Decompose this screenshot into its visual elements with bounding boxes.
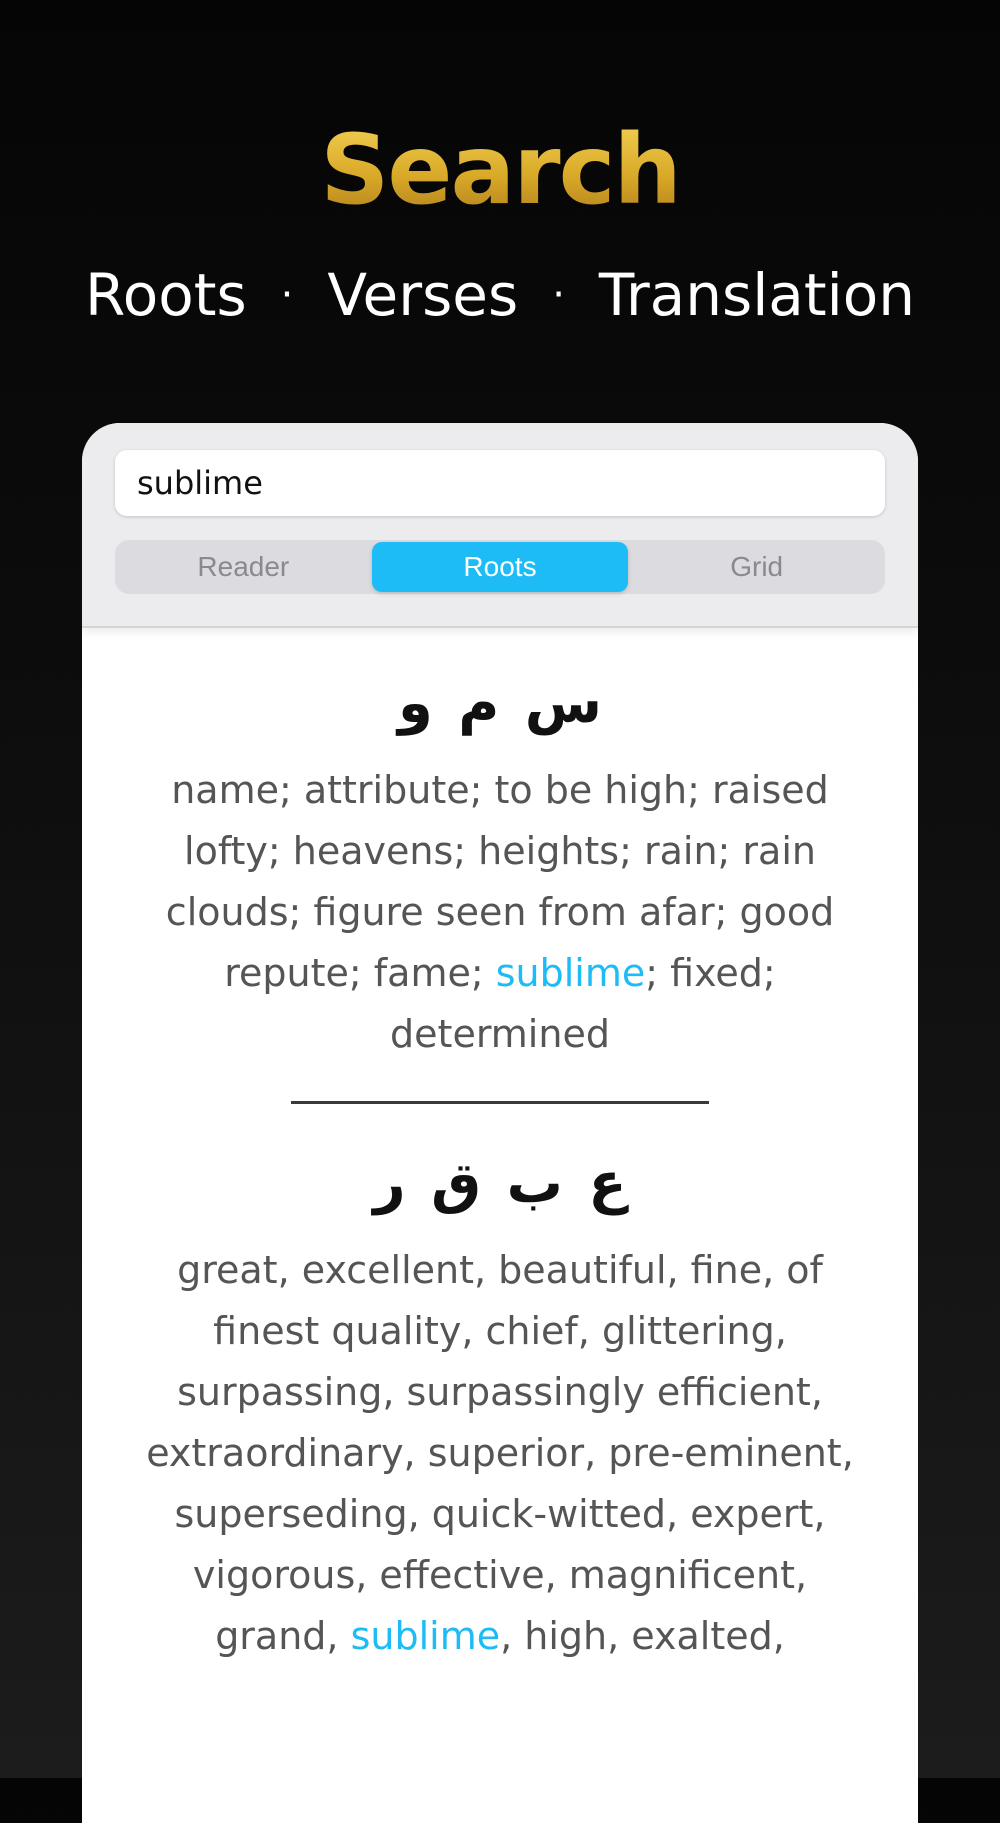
root-arabic: ع ب ق ر [373,1151,627,1216]
result-divider [291,1101,709,1104]
tab-grid[interactable]: Grid [730,551,784,582]
search-match-highlight: sublime [350,1614,501,1658]
root-description [82,1240,918,1667]
tab-roots[interactable]: Roots [372,542,629,592]
app-card [82,423,918,1823]
subtitle-translation: Translation [598,261,915,329]
description-text: ; fixed; determined [390,951,776,1056]
mode-segmented-control [115,540,885,594]
search-input[interactable]: sublime [115,450,885,516]
search-match-highlight: sublime [495,951,646,995]
subtitle-roots: Roots [85,261,247,329]
description-text: name; attribute; to be high; raised lofty; heavens; heights; rain; rain clouds; figure seen from afar; good repute; fame; [165,768,835,995]
result-item[interactable] [82,1144,918,1667]
hero-subtitle [0,255,1000,335]
result-item[interactable] [82,628,918,1065]
description-text: great, excellent, beautiful, fine, of finest quality, chief, glittering, surpassing, surpassingly efficient, extraordinary, superior, pre-eminent, superseding, quick-witted, expert, vigorous, effective, magnificent, grand, [146,1248,854,1658]
root-description [82,760,918,1065]
description-text: , high, exalted, [500,1614,785,1658]
subtitle-verses: Verses [327,261,519,329]
hero-title: Search [0,110,1000,230]
subtitle-separator: · [280,272,294,318]
tab-reader[interactable]: Reader [197,551,290,582]
subtitle-separator: · [552,272,565,318]
root-arabic: س م و [397,671,603,736]
search-header [82,423,918,628]
results-list [82,628,918,1667]
